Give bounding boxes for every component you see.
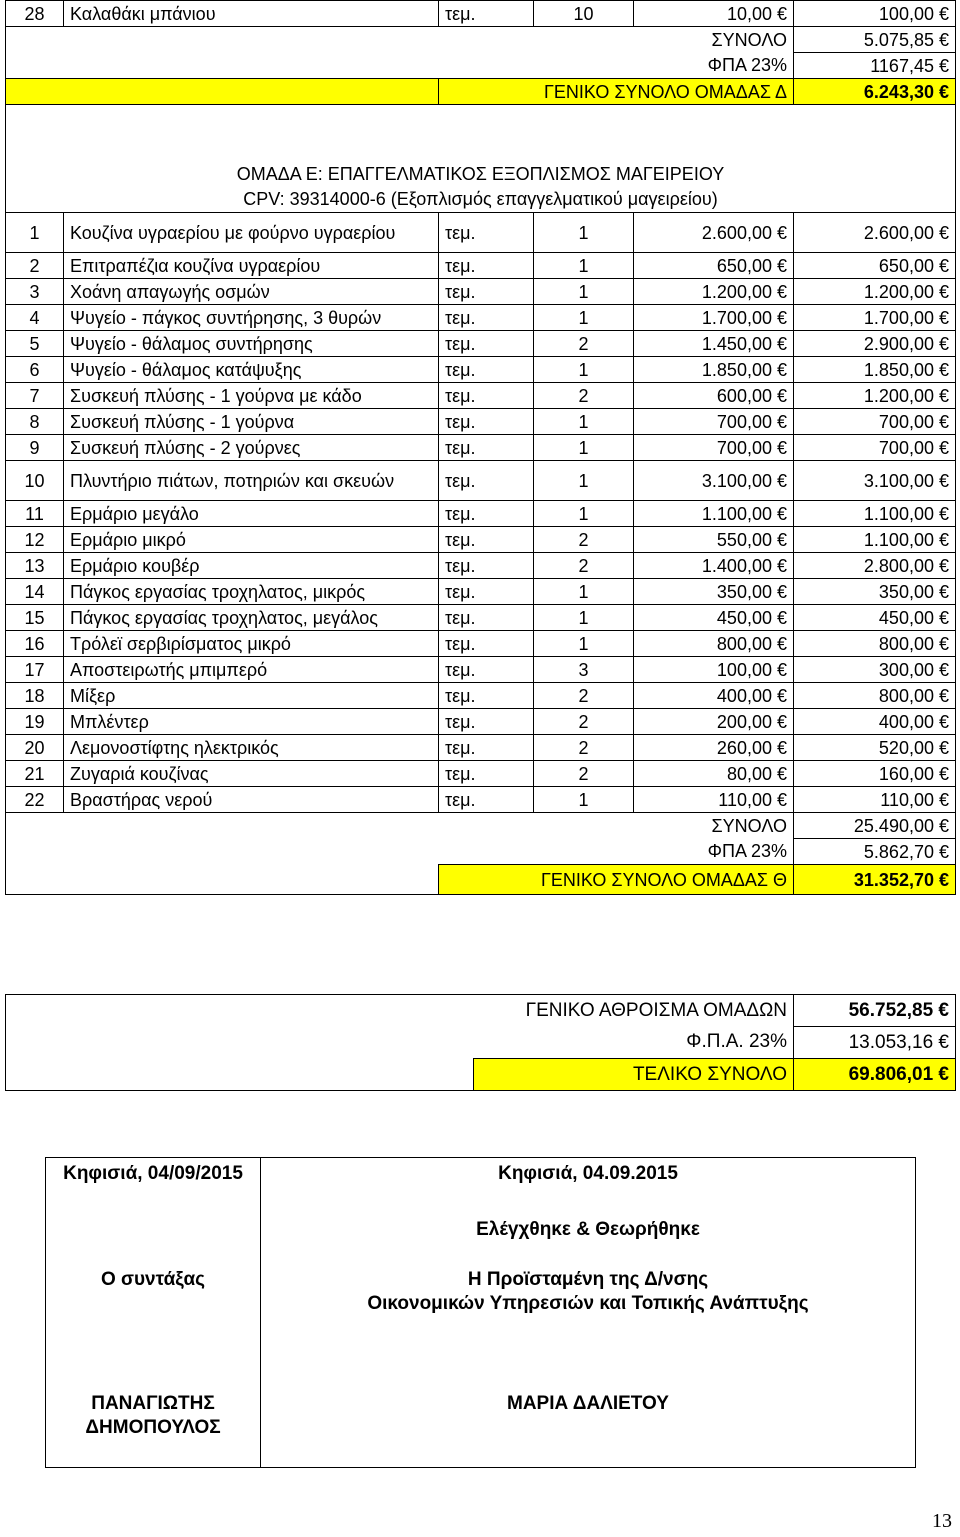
right-place-date: Κηφισιά, 04.09.2015 xyxy=(261,1158,916,1218)
row-price: 400,00 € xyxy=(634,683,794,709)
grand-final-label: ΤΕΛΙΚΟ ΣΥΝΟΛΟ xyxy=(474,1059,794,1091)
row-desc: Κουζίνα υγραερίου με φούρνο υγραερίου xyxy=(64,213,439,253)
row-desc: Καλαθάκι μπάνιου xyxy=(64,1,439,27)
spacer-row xyxy=(6,105,956,161)
row-total: 1.100,00 € xyxy=(794,527,956,553)
row-price: 200,00 € xyxy=(634,709,794,735)
row-unit: τεμ. xyxy=(439,213,534,253)
row-no: 5 xyxy=(6,331,64,357)
row-unit: τεμ. xyxy=(439,435,534,461)
left-role: Ο συντάξας xyxy=(46,1260,261,1390)
row-desc: Μπλέντερ xyxy=(64,709,439,735)
row-unit: τεμ. xyxy=(439,553,534,579)
table-row xyxy=(6,383,956,409)
row-qty: 2 xyxy=(534,383,634,409)
table-row xyxy=(6,409,956,435)
group-d-grand-row xyxy=(6,79,956,105)
row-qty: 2 xyxy=(534,683,634,709)
group-e-cpv: CPV: 39314000-6 (Εξοπλισμός επαγγελματικού μαγειρείου) xyxy=(6,187,956,213)
row-desc: Συσκευή πλύσης - 1 γούρνα με κάδο xyxy=(64,383,439,409)
row-desc: Λεμονοστίφτης ηλεκτρικός xyxy=(64,735,439,761)
row-price: 2.600,00 € xyxy=(634,213,794,253)
row-total: 800,00 € xyxy=(794,631,956,657)
row-total: 300,00 € xyxy=(794,657,956,683)
row-no: 15 xyxy=(6,605,64,631)
row-no: 10 xyxy=(6,461,64,501)
row-no: 8 xyxy=(6,409,64,435)
row-qty: 1 xyxy=(534,253,634,279)
row-no: 1 xyxy=(6,213,64,253)
row-total: 1.100,00 € xyxy=(794,501,956,527)
row-qty: 1 xyxy=(534,631,634,657)
row-unit: τεμ. xyxy=(439,683,534,709)
row-desc: Ζυγαριά κουζίνας xyxy=(64,761,439,787)
row-no: 13 xyxy=(6,553,64,579)
grand-vat-value: 13.053,16 € xyxy=(794,1027,956,1059)
row-total: 160,00 € xyxy=(794,761,956,787)
group-e-grand-label: ΓΕΝΙΚΟ ΣΥΝΟΛΟ ΟΜΑΔΑΣ Θ xyxy=(439,865,794,895)
row-price: 80,00 € xyxy=(634,761,794,787)
row-desc: Πλυντήριο πιάτων, ποτηριών και σκευών xyxy=(64,461,439,501)
grand-sum-row xyxy=(6,995,956,1027)
grand-vat-label: Φ.Π.Α. 23% xyxy=(686,1031,787,1053)
row-unit: τεμ. xyxy=(439,605,534,631)
row-unit: τεμ. xyxy=(439,305,534,331)
row-no: 7 xyxy=(6,383,64,409)
row-total: 650,00 € xyxy=(794,253,956,279)
row-total: 400,00 € xyxy=(794,709,956,735)
row-no: 6 xyxy=(6,357,64,383)
group-e-vat-value: 5.862,70 € xyxy=(794,839,956,865)
left-name: ΠΑΝΑΓΙΩΤΗΣ ΔΗΜΟΠΟΥΛΟΣ xyxy=(46,1390,261,1468)
row-no: 17 xyxy=(6,657,64,683)
row-price: 600,00 € xyxy=(634,383,794,409)
row-desc: Ψυγείο - θάλαμος κατάψυξης xyxy=(64,357,439,383)
row-qty: 1 xyxy=(534,579,634,605)
row-no: 4 xyxy=(6,305,64,331)
grand-totals-table xyxy=(5,994,956,1091)
row-unit: τεμ. xyxy=(439,631,534,657)
table-row xyxy=(6,787,956,813)
row-total: 450,00 € xyxy=(794,605,956,631)
row-unit: τεμ. xyxy=(439,579,534,605)
row-desc: Αποστειρωτής μπιμπερό xyxy=(64,657,439,683)
row-total: 700,00 € xyxy=(794,409,956,435)
row-price: 10,00 € xyxy=(634,1,794,27)
row-total: 3.100,00 € xyxy=(794,461,956,501)
row-total: 1.700,00 € xyxy=(794,305,956,331)
row-qty: 1 xyxy=(534,357,634,383)
row-desc: Μίξερ xyxy=(64,683,439,709)
page-number: 13 xyxy=(932,1510,952,1532)
row-total: 700,00 € xyxy=(794,435,956,461)
grand-vat-row xyxy=(6,1027,956,1059)
row-desc: Ερμάριο μεγάλο xyxy=(64,501,439,527)
group-d-sum-label: ΣΥΝΟΛΟ xyxy=(711,29,787,50)
row-no: 22 xyxy=(6,787,64,813)
row-unit: τεμ. xyxy=(439,761,534,787)
row-unit: τεμ. xyxy=(439,527,534,553)
row-unit: τεμ. xyxy=(439,409,534,435)
row-qty: 1 xyxy=(534,435,634,461)
left-place-date: Κηφισιά, 04/09/2015 xyxy=(46,1158,261,1218)
row-unit: τεμ. xyxy=(439,657,534,683)
table-row xyxy=(6,213,956,253)
row-qty: 1 xyxy=(534,279,634,305)
group-e-sum-row xyxy=(6,813,956,839)
row-qty: 1 xyxy=(534,213,634,253)
row-desc: Χοάνη απαγωγής οσμών xyxy=(64,279,439,305)
row-price: 700,00 € xyxy=(634,435,794,461)
row-desc: Ερμάριο κουβέρ xyxy=(64,553,439,579)
group-d-vat-label: ΦΠΑ 23% xyxy=(707,55,787,76)
row-unit: τεμ. xyxy=(439,735,534,761)
right-role xyxy=(261,1260,916,1390)
row-price: 1.400,00 € xyxy=(634,553,794,579)
row-price: 700,00 € xyxy=(634,409,794,435)
group-e-sum-value: 25.490,00 € xyxy=(794,813,956,839)
row-no: 9 xyxy=(6,435,64,461)
grand-sum-value: 56.752,85 € xyxy=(794,995,956,1027)
table-row xyxy=(6,357,956,383)
table-row xyxy=(6,605,956,631)
row-price: 550,00 € xyxy=(634,527,794,553)
row-total: 2.900,00 € xyxy=(794,331,956,357)
table-row xyxy=(6,461,956,501)
row-no: 12 xyxy=(6,527,64,553)
row-qty: 2 xyxy=(534,761,634,787)
row-unit: τεμ. xyxy=(439,383,534,409)
table-row xyxy=(6,631,956,657)
table-row xyxy=(6,709,956,735)
grand-final-row xyxy=(6,1059,956,1091)
table-row xyxy=(6,735,956,761)
row-qty: 1 xyxy=(534,409,634,435)
row-total: 1.200,00 € xyxy=(794,279,956,305)
row-unit: τεμ. xyxy=(439,1,534,27)
budget-table xyxy=(5,0,956,895)
right-role-line2: Οικονομικών Υπηρεσιών και Τοπικής Ανάπτυξης xyxy=(367,1292,809,1314)
group-d-vat-value: 1167,45 € xyxy=(794,53,956,79)
group-d-vat-row xyxy=(6,53,956,79)
grand-final-value: 69.806,01 € xyxy=(794,1059,956,1091)
table-row xyxy=(6,279,956,305)
row-desc: Επιτραπέζια κουζίνα υγραερίου xyxy=(64,253,439,279)
row-qty: 2 xyxy=(534,331,634,357)
row-unit: τεμ. xyxy=(439,331,534,357)
row-price: 450,00 € xyxy=(634,605,794,631)
table-row xyxy=(6,553,956,579)
row-qty: 1 xyxy=(534,305,634,331)
group-e-vat-row xyxy=(6,839,956,865)
row-no: 18 xyxy=(6,683,64,709)
table-row xyxy=(6,761,956,787)
table-row xyxy=(6,579,956,605)
row-desc: Πάγκος εργασίας τροχηλατος, μικρός xyxy=(64,579,439,605)
row-qty: 2 xyxy=(534,527,634,553)
group-d-sum-value: 5.075,85 € xyxy=(794,27,956,53)
group-d-sum-row xyxy=(6,27,956,53)
table-row xyxy=(6,253,956,279)
row-price: 650,00 € xyxy=(634,253,794,279)
row-price: 100,00 € xyxy=(634,657,794,683)
table-row xyxy=(6,683,956,709)
row-unit: τεμ. xyxy=(439,357,534,383)
group-e-vat-label: ΦΠΑ 23% xyxy=(707,841,787,862)
row-qty: 2 xyxy=(534,553,634,579)
row-no: 2 xyxy=(6,253,64,279)
row-total: 1.200,00 € xyxy=(794,383,956,409)
row-qty: 1 xyxy=(534,501,634,527)
right-checked: Ελέγχθηκε & Θεωρήθηκε xyxy=(261,1218,916,1260)
row-price: 110,00 € xyxy=(634,787,794,813)
row-price: 1.700,00 € xyxy=(634,305,794,331)
table-row xyxy=(6,305,956,331)
row-total: 2.800,00 € xyxy=(794,553,956,579)
row-no: 3 xyxy=(6,279,64,305)
row-unit: τεμ. xyxy=(439,253,534,279)
row-price: 1.450,00 € xyxy=(634,331,794,357)
row-price: 800,00 € xyxy=(634,631,794,657)
row-total: 800,00 € xyxy=(794,683,956,709)
group-e-title-row xyxy=(6,161,956,187)
row-no: 20 xyxy=(6,735,64,761)
signature-table xyxy=(45,1157,916,1468)
row-unit: τεμ. xyxy=(439,279,534,305)
row-unit: τεμ. xyxy=(439,709,534,735)
row-desc: Συσκευή πλύσης - 2 γούρνες xyxy=(64,435,439,461)
row-total: 1.850,00 € xyxy=(794,357,956,383)
row-no: 21 xyxy=(6,761,64,787)
table-row xyxy=(6,435,956,461)
group-e-grand-value: 31.352,70 € xyxy=(794,865,956,895)
row-desc: Ψυγείο - πάγκος συντήρησης, 3 θυρών xyxy=(64,305,439,331)
row-qty: 2 xyxy=(534,709,634,735)
group-e-title: ΟΜΑΔΑ Ε: ΕΠΑΓΓΕΛΜΑΤΙΚΟΣ ΕΞΟΠΛΙΣΜΟΣ ΜΑΓΕΙΡΕΙΟΥ xyxy=(6,161,956,187)
row-total: 100,00 € xyxy=(794,1,956,27)
table-row xyxy=(6,331,956,357)
row-qty: 3 xyxy=(534,657,634,683)
group-e-sum-label: ΣΥΝΟΛΟ xyxy=(711,815,787,836)
row-desc: Ψυγείο - θάλαμος συντήρησης xyxy=(64,331,439,357)
row-price: 1.850,00 € xyxy=(634,357,794,383)
row-price: 260,00 € xyxy=(634,735,794,761)
row-desc: Ερμάριο μικρό xyxy=(64,527,439,553)
table-row xyxy=(6,657,956,683)
row-qty: 1 xyxy=(534,605,634,631)
row-price: 1.200,00 € xyxy=(634,279,794,305)
group-e-cpv-row xyxy=(6,187,956,213)
table-row xyxy=(6,527,956,553)
group-d-grand-value: 6.243,30 € xyxy=(794,79,956,105)
table-row xyxy=(6,1,956,27)
group-e-grand-row xyxy=(6,865,956,895)
row-no: 11 xyxy=(6,501,64,527)
row-qty: 1 xyxy=(534,461,634,501)
grand-sum-label: ΓΕΝΙΚΟ ΑΘΡΟΙΣΜΑ ΟΜΑΔΩΝ xyxy=(474,995,794,1027)
row-desc: Βραστήρας νερού xyxy=(64,787,439,813)
row-qty: 1 xyxy=(534,787,634,813)
row-qty: 10 xyxy=(534,1,634,27)
row-desc: Τρόλεϊ σερβιρίσματος μικρό xyxy=(64,631,439,657)
row-price: 3.100,00 € xyxy=(634,461,794,501)
row-qty: 2 xyxy=(534,735,634,761)
group-d-grand-label: ΓΕΝΙΚΟ ΣΥΝΟΛΟ ΟΜΑΔΑΣ Δ xyxy=(439,79,794,105)
right-role-line1: Η Προϊσταμένη της Δ/νσης xyxy=(467,1268,709,1290)
row-unit: τεμ. xyxy=(439,461,534,501)
row-desc: Συσκευή πλύσης - 1 γούρνα xyxy=(64,409,439,435)
row-total: 110,00 € xyxy=(794,787,956,813)
row-total: 2.600,00 € xyxy=(794,213,956,253)
row-unit: τεμ. xyxy=(439,787,534,813)
row-price: 1.100,00 € xyxy=(634,501,794,527)
right-name: ΜΑΡΙΑ ΔΑΛΙΕΤΟΥ xyxy=(261,1390,916,1468)
row-price: 350,00 € xyxy=(634,579,794,605)
row-desc: Πάγκος εργασίας τροχηλατος, μεγάλος xyxy=(64,605,439,631)
row-no: 19 xyxy=(6,709,64,735)
row-unit: τεμ. xyxy=(439,501,534,527)
row-no: 28 xyxy=(6,1,64,27)
row-no: 14 xyxy=(6,579,64,605)
table-row xyxy=(6,501,956,527)
row-no: 16 xyxy=(6,631,64,657)
row-total: 520,00 € xyxy=(794,735,956,761)
row-total: 350,00 € xyxy=(794,579,956,605)
